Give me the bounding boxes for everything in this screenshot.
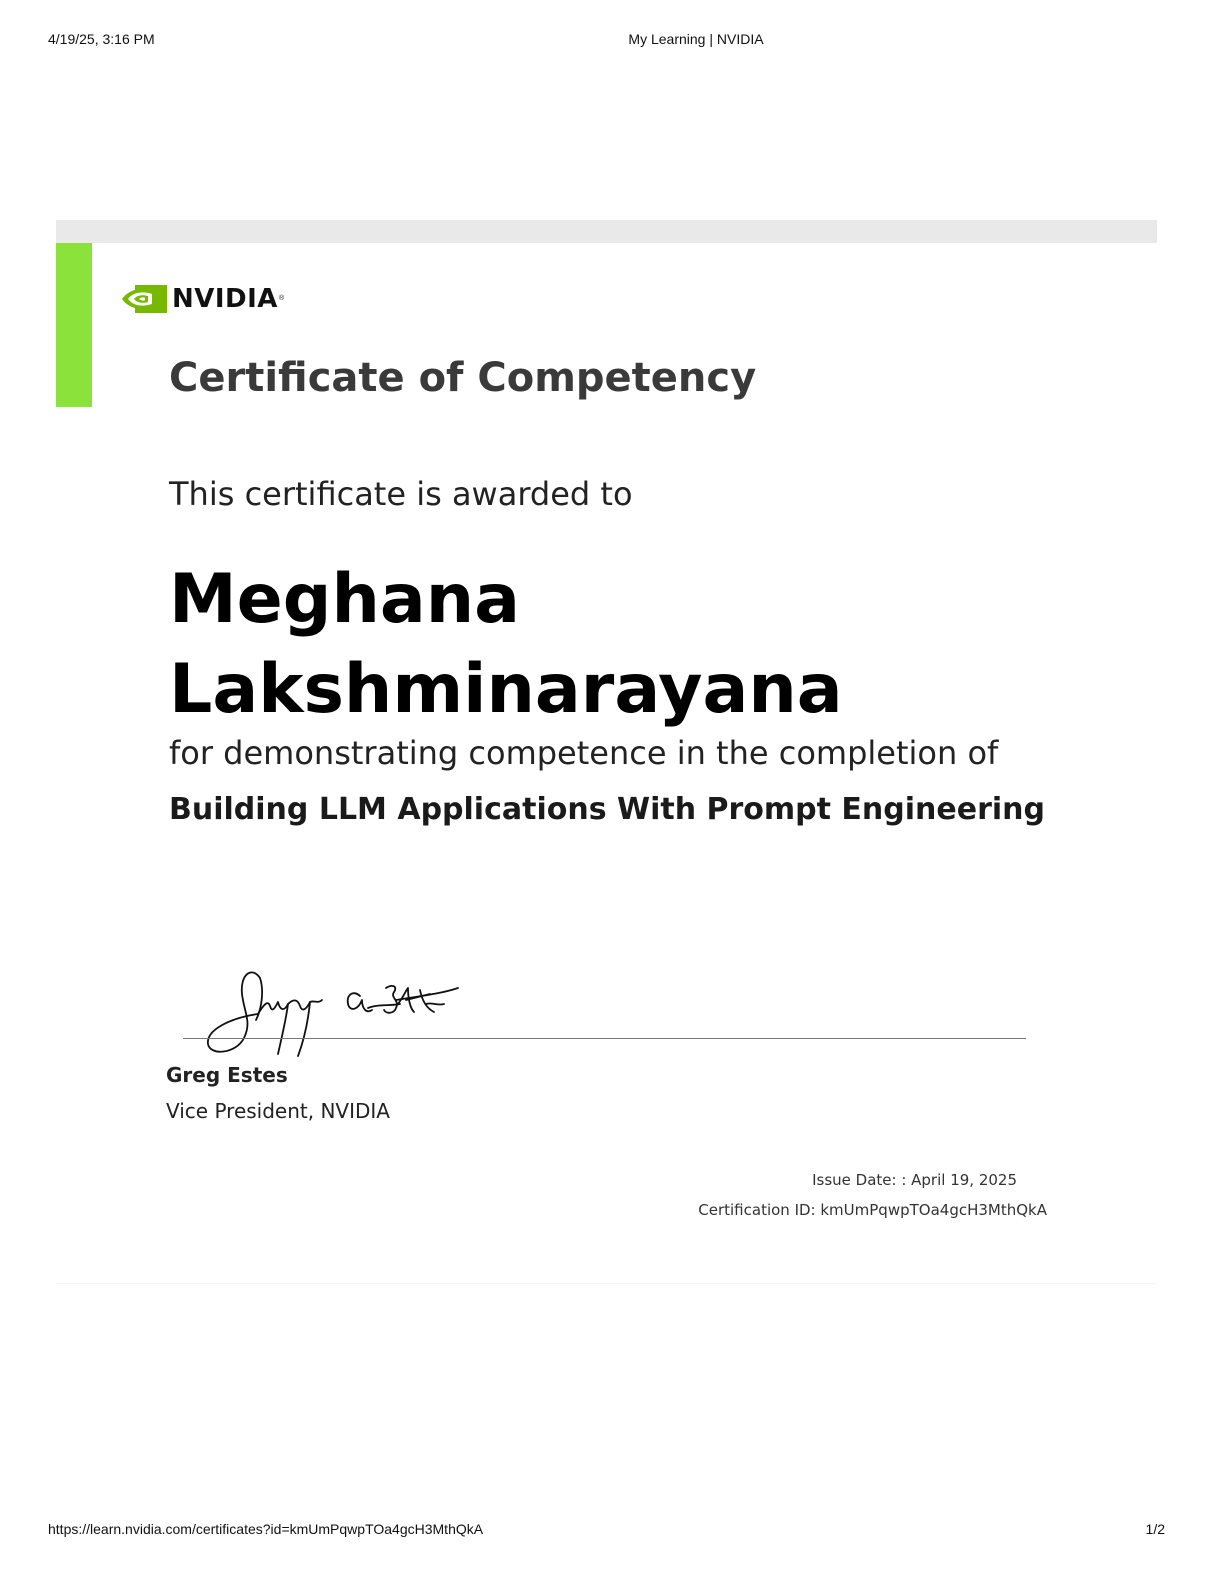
certificate-accent-bar [56,243,92,407]
recipient-first-name: Meghana [169,560,521,639]
signature-line [183,1038,1026,1039]
issue-date: Issue Date: : April 19, 2025 [812,1171,1017,1189]
certificate-title: Certificate of Competency [169,355,757,401]
print-page-number: 1/2 [1145,1521,1165,1537]
certificate-top-bar [56,220,1157,243]
nvidia-wordmark: NVIDIA [172,284,278,314]
print-footer [0,1521,1224,1541]
completion-text: for demonstrating competence in the completion of [169,734,999,772]
print-url[interactable]: https://learn.nvidia.com/certificates?id=kmUmPqwpTOa4gcH3MthQkA [48,1521,484,1537]
course-name: Building LLM Applications With Prompt Engineering [169,792,1046,827]
certificate-bottom-border [56,1283,1157,1284]
signatory-name: Greg Estes [166,1063,288,1087]
awarded-to-text: This certificate is awarded to [169,475,633,513]
certification-id: Certification ID: kmUmPqwpTOa4gcH3MthQkA [698,1201,1047,1219]
recipient-name [169,555,843,735]
print-page-title: My Learning | NVIDIA [628,31,764,47]
print-header [0,31,1224,51]
nvidia-logo [121,282,284,316]
nvidia-eye-icon [121,283,167,315]
print-datetime: 4/19/25, 3:16 PM [48,31,155,47]
recipient-last-name: Lakshminarayana [169,650,843,729]
signatory-title: Vice President, NVIDIA [166,1099,390,1123]
signature-image [200,960,480,1060]
registered-mark: ® [278,295,285,302]
